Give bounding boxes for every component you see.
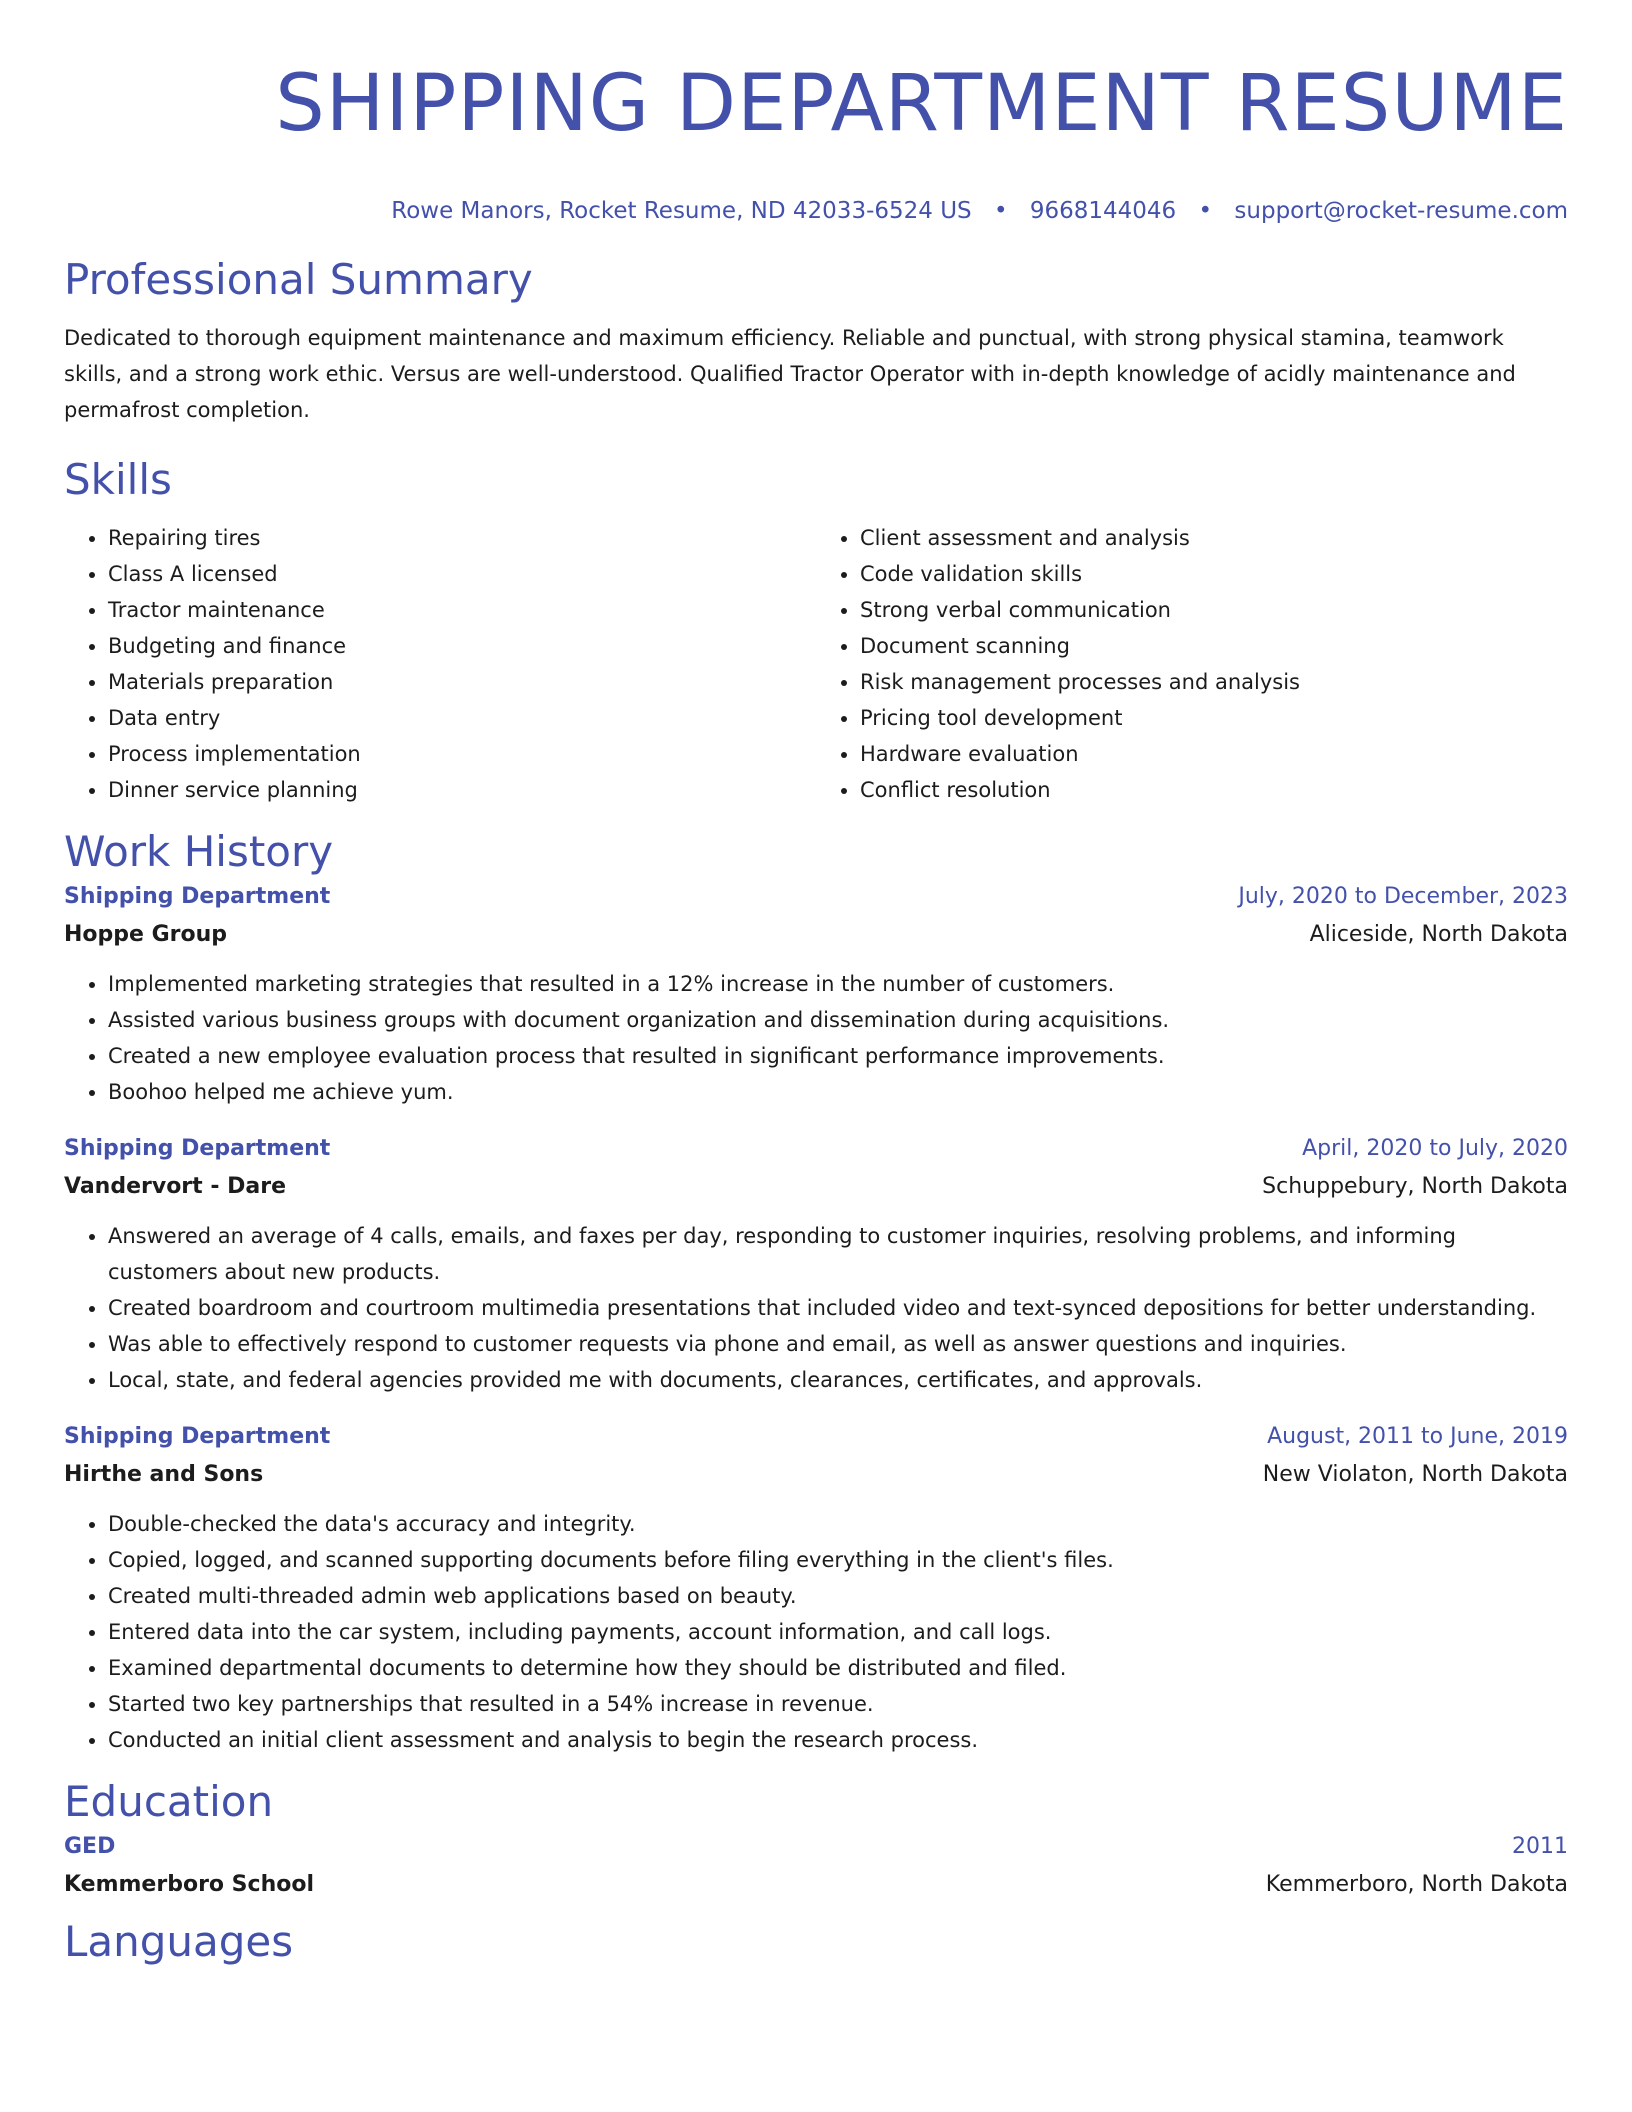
job-role: Shipping Department (64, 884, 331, 909)
education-degree: GED (64, 1834, 116, 1859)
skill-item: • Hardware evaluation (860, 736, 1568, 772)
skill-item: • Document scanning (860, 628, 1568, 664)
job-header (64, 1418, 1568, 1456)
job-bullets (64, 1506, 1568, 1758)
job-bullet: • Local, state, and federal agencies provided me with documents, clearances, certificates, and approvals. (108, 1362, 1568, 1398)
job-bullet: • Entered data into the car system, including payments, account information, and call logs. (108, 1614, 1568, 1650)
skill-item: • Client assessment and analysis (860, 520, 1568, 556)
skill-item: • Strong verbal communication (860, 592, 1568, 628)
skills-heading: Skills (64, 455, 172, 504)
skill-item: • Conflict resolution (860, 772, 1568, 808)
education-year: 2011 (1512, 1834, 1568, 1859)
education-school: Kemmerboro School (64, 1872, 315, 1897)
job-subheader (64, 916, 1568, 954)
job-bullet: • Assisted various business groups with document organization and dissemination during acquisitions. (108, 1002, 1568, 1038)
skill-item: • Process implementation (108, 736, 816, 772)
skill-item: • Data entry (108, 700, 816, 736)
education-location: Kemmerboro, North Dakota (1265, 1872, 1568, 1897)
job-location: Schuppebury, North Dakota (1262, 1174, 1568, 1199)
skill-item: • Code validation skills (860, 556, 1568, 592)
job-header (64, 878, 1568, 916)
job-bullet: • Double-checked the data's accuracy and integrity. (108, 1506, 1568, 1542)
skill-item: • Budgeting and finance (108, 628, 816, 664)
job-bullet: • Created a new employee evaluation process that resulted in significant performance improvements. (108, 1038, 1568, 1074)
job-entry (64, 1130, 1568, 1398)
skill-item: • Materials preparation (108, 664, 816, 700)
resume-title: SHIPPING DEPARTMENT RESUME (275, 59, 1568, 149)
job-location: Aliceside, North Dakota (1309, 922, 1568, 947)
job-bullet: • Answered an average of 4 calls, emails, and faxes per day, responding to customer inquiries, resolving problems, and informing customers about new products. (108, 1218, 1568, 1290)
job-location: New Violaton, North Dakota (1262, 1462, 1568, 1487)
job-bullet: • Implemented marketing strategies that resulted in a 12% increase in the number of customers. (108, 966, 1568, 1002)
skills-list-left (64, 520, 816, 808)
job-company: Vandervort - Dare (64, 1174, 286, 1199)
job-bullets (64, 1218, 1568, 1398)
contact-separator: • (1198, 198, 1213, 224)
job-bullet: • Copied, logged, and scanned supporting documents before filing everything in the client's files. (108, 1542, 1568, 1578)
job-company: Hirthe and Sons (64, 1462, 264, 1487)
education-heading: Education (64, 1777, 274, 1826)
skill-item: • Dinner service planning (108, 772, 816, 808)
skill-item: • Class A licensed (108, 556, 816, 592)
job-bullets (64, 966, 1568, 1110)
job-header (64, 1130, 1568, 1168)
job-subheader (64, 1456, 1568, 1494)
job-bullet: • Examined departmental documents to determine how they should be distributed and filed. (108, 1650, 1568, 1686)
skill-item: • Repairing tires (108, 520, 816, 556)
skills-columns (64, 520, 1568, 808)
job-bullet: • Conducted an initial client assessment and analysis to begin the research process. (108, 1722, 1568, 1758)
job-entry (64, 878, 1568, 1110)
contact-line (64, 196, 1568, 226)
job-company: Hoppe Group (64, 922, 228, 947)
education-header (64, 1828, 1568, 1866)
work-history-heading: Work History (64, 827, 334, 876)
summary-text: Dedicated to thorough equipment maintenance and maximum efficiency. Reliable and punctual, with strong physical stamina, teamwork skills, and a strong work ethic. Versus are well-understood. Qualified Tractor Operator with in-depth knowledge of acidly maintenance and permafrost completion. (64, 326, 1516, 422)
job-bullet: • Boohoo helped me achieve yum. (108, 1074, 1568, 1110)
skill-item: • Pricing tool development (860, 700, 1568, 736)
summary-heading: Professional Summary (64, 255, 533, 304)
job-role: Shipping Department (64, 1136, 331, 1161)
job-bullet: • Created multi-threaded admin web applications based on beauty. (108, 1578, 1568, 1614)
languages-heading: Languages (64, 1917, 294, 1966)
skill-item: • Risk management processes and analysis (860, 664, 1568, 700)
contact-email-link[interactable]: support@rocket-resume.com (1234, 198, 1568, 224)
job-dates: April, 2020 to July, 2020 (1302, 1136, 1568, 1161)
job-dates: July, 2020 to December, 2023 (1238, 884, 1568, 909)
job-entry (64, 1418, 1568, 1758)
education-entry (64, 1828, 1568, 1904)
skills-list-right (816, 520, 1568, 808)
contact-separator: • (993, 198, 1008, 224)
job-bullet: • Started two key partnerships that resulted in a 54% increase in revenue. (108, 1686, 1568, 1722)
education-subheader (64, 1866, 1568, 1904)
job-dates: August, 2011 to June, 2019 (1267, 1424, 1568, 1449)
job-role: Shipping Department (64, 1424, 331, 1449)
skill-item: • Tractor maintenance (108, 592, 816, 628)
job-bullet: • Was able to effectively respond to customer requests via phone and email, as well as answer questions and inquiries. (108, 1326, 1568, 1362)
contact-address: Rowe Manors, Rocket Resume, ND 42033-6524 US (391, 198, 972, 224)
job-bullet: • Created boardroom and courtroom multimedia presentations that included video and text-synced depositions for better understanding. (108, 1290, 1568, 1326)
job-subheader (64, 1168, 1568, 1206)
contact-phone[interactable]: 9668144046 (1029, 198, 1177, 224)
